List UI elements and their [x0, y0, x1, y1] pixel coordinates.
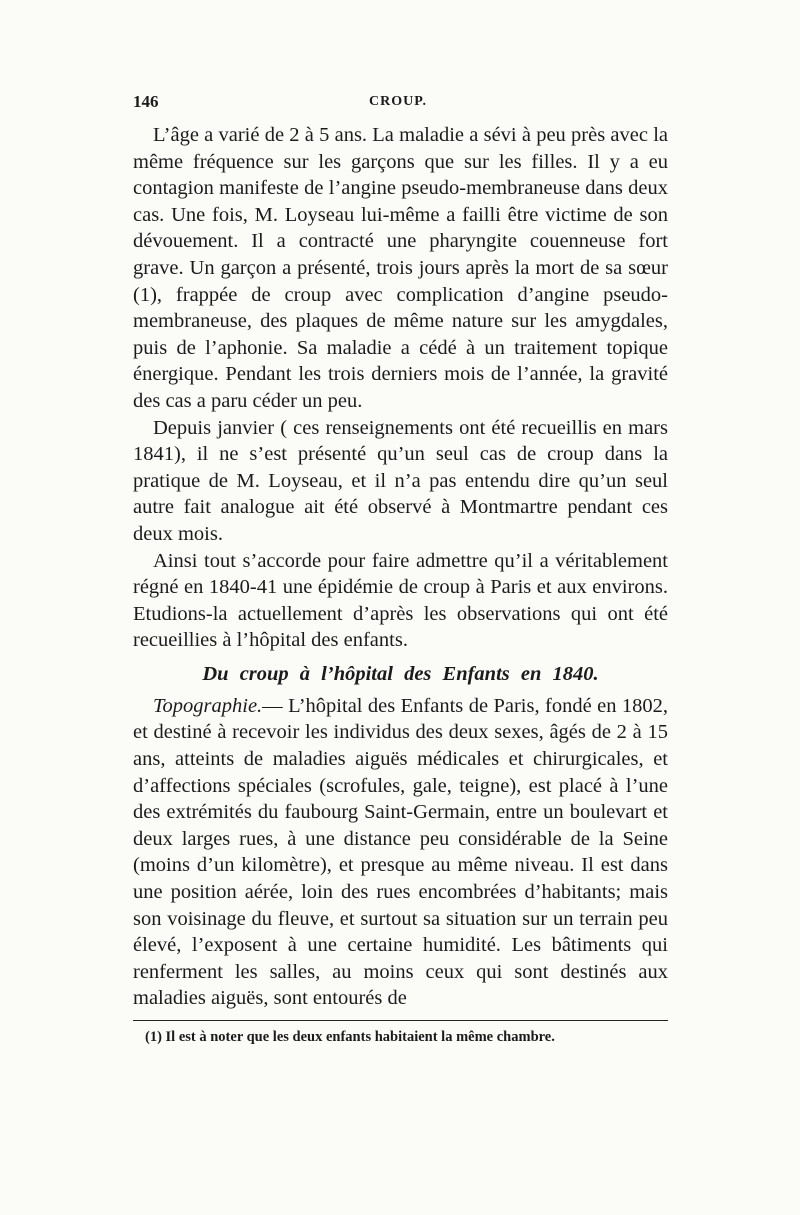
paragraph: Depuis janvier ( ces renseignements ont été recueillis en mars 1841), il ne s’est présenté qu’un seul cas de croup dans la pratique de M. Loyseau, et il n’a pas entendu dire qu’un seul autre fait analogue ait été observé à Montmartre pendant ces deux mois. [133, 416, 668, 545]
footnote-rule [133, 1020, 668, 1021]
footnote: (1) Il est à noter que les deux enfants habitaient la même chambre. [145, 1029, 555, 1045]
topographie-text: — L’hôpital des Enfants de Paris, fondé en 1802, et destiné à recevoir les individus des deux sexes, âgés de 2 à 15 ans, atteints de maladies aiguës médicales et chirurgicales, et d’affections spéciales (scrofules, gale, teigne), est placé à l’une des extrémités du faubourg Saint-Germain, entre un boulevart et deux larges rues, à une distance peu considérable de la Seine (moins d’un kilomètre), et presque au même niveau. Il est dans une position aérée, loin des rues encombrées d’habitants; mais son voisinage du fleuve, et surtout sa situation sur un terrain peu élevé, l’exposent à une certaine humidité. Les bâtiments qui renferment les salles, au moins ceux qui sont destinés aux maladies aiguës, sont entourés de [133, 694, 668, 1010]
section-heading: Du croup à l’hôpital des Enfants en 1840. [202, 662, 599, 685]
running-title: CROUP. [369, 94, 427, 109]
running-head [133, 92, 668, 122]
book-page [133, 92, 668, 1047]
paragraph-topographie [133, 693, 668, 1012]
topographie-label: Topographie. [153, 694, 263, 717]
paragraph: L’âge a varié de 2 à 5 ans. La maladie a sévi à peu près avec la même fréquence sur les garçons que sur les filles. Il y a eu contagion manifeste de l’angine pseudo-membraneuse dans deux cas. Une fois, M. Loyseau lui-même a failli être victime de son dévouement. Il a contracté une pharyngite couenneuse fort grave. Un garçon a présenté, trois jours après la mort de sa sœur (1), frappée de croup avec complication d’angine pseudo-membraneuse, des plaques de même nature sur les amygdales, puis de l’aphonie. Sa maladie a cédé à un traitement topique énergique. Pendant les trois derniers mois de l’année, la gravité des cas a paru céder un peu. [133, 124, 668, 412]
paragraph: Ainsi tout s’accorde pour faire admettre qu’il a véritablement régné en 1840-41 une épidémie de croup à Paris et aux environs. Etudions-la actuellement d’après les observations qui ont été recueillies à l’hôpital des enfants. [133, 549, 668, 652]
page-number: 146 [133, 92, 159, 111]
